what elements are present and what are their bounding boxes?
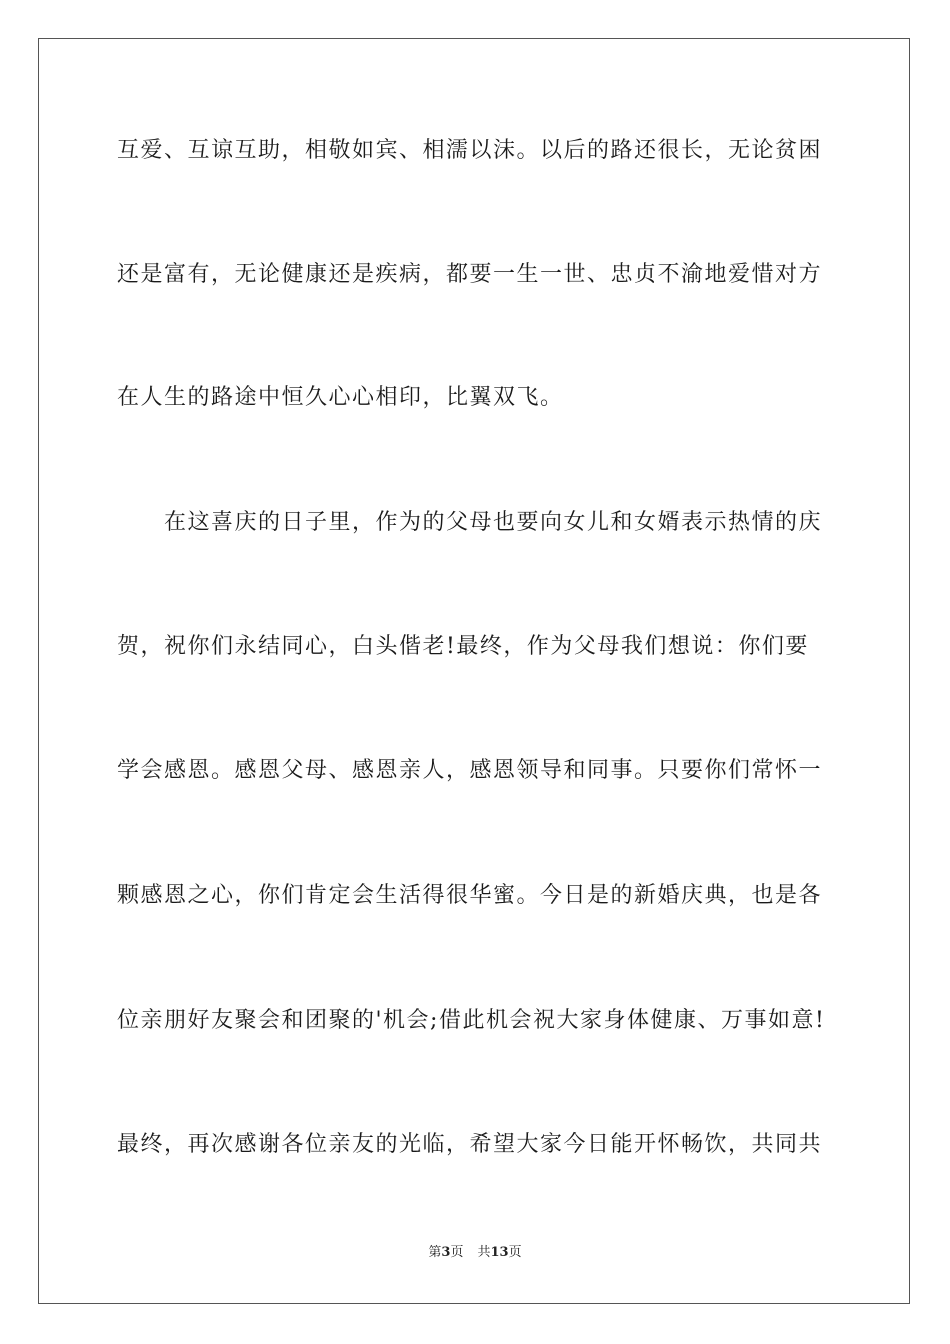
paragraph-line: 在人生的路途中恒久心心相印，比翼双飞。 [117, 385, 564, 410]
page-footer [0, 1244, 950, 1262]
paragraph-line: 在这喜庆的日子里，作为的父母也要向女儿和女婿表示热情的庆 [117, 510, 823, 535]
total-pages: 13 [490, 1245, 509, 1260]
paragraph-line: 互爱、互谅互助，相敬如宾、相濡以沫。以后的路还很长，无论贫困 [117, 138, 823, 163]
total-label-prefix: 共 [477, 1245, 491, 1260]
paragraph-line: 位亲朋好友聚会和团聚的'机会;借此机会祝大家身体健康、万事如意! [117, 1008, 826, 1033]
paragraph-line: 颗感恩之心，你们肯定会生活得很华蜜。今日是的新婚庆典，也是各 [117, 883, 823, 908]
page-number: 3 [441, 1245, 451, 1260]
page-label-suffix: 页 [450, 1245, 464, 1260]
paragraph-line: 还是富有，无论健康还是疾病，都要一生一世、忠贞不渝地爱惜对方 [117, 262, 823, 287]
page-frame [38, 38, 910, 1304]
paragraph-line: 贺，祝你们永结同心，白头偕老!最终，作为父母我们想说：你们要 [117, 634, 809, 659]
page-label-prefix: 第 [428, 1245, 442, 1260]
total-label-suffix: 页 [508, 1245, 522, 1260]
paragraph-line: 最终，再次感谢各位亲友的光临，希望大家今日能开怀畅饮，共同共 [117, 1132, 823, 1157]
paragraph-line: 学会感恩。感恩父母、感恩亲人，感恩领导和同事。只要你们常怀一 [117, 758, 823, 783]
